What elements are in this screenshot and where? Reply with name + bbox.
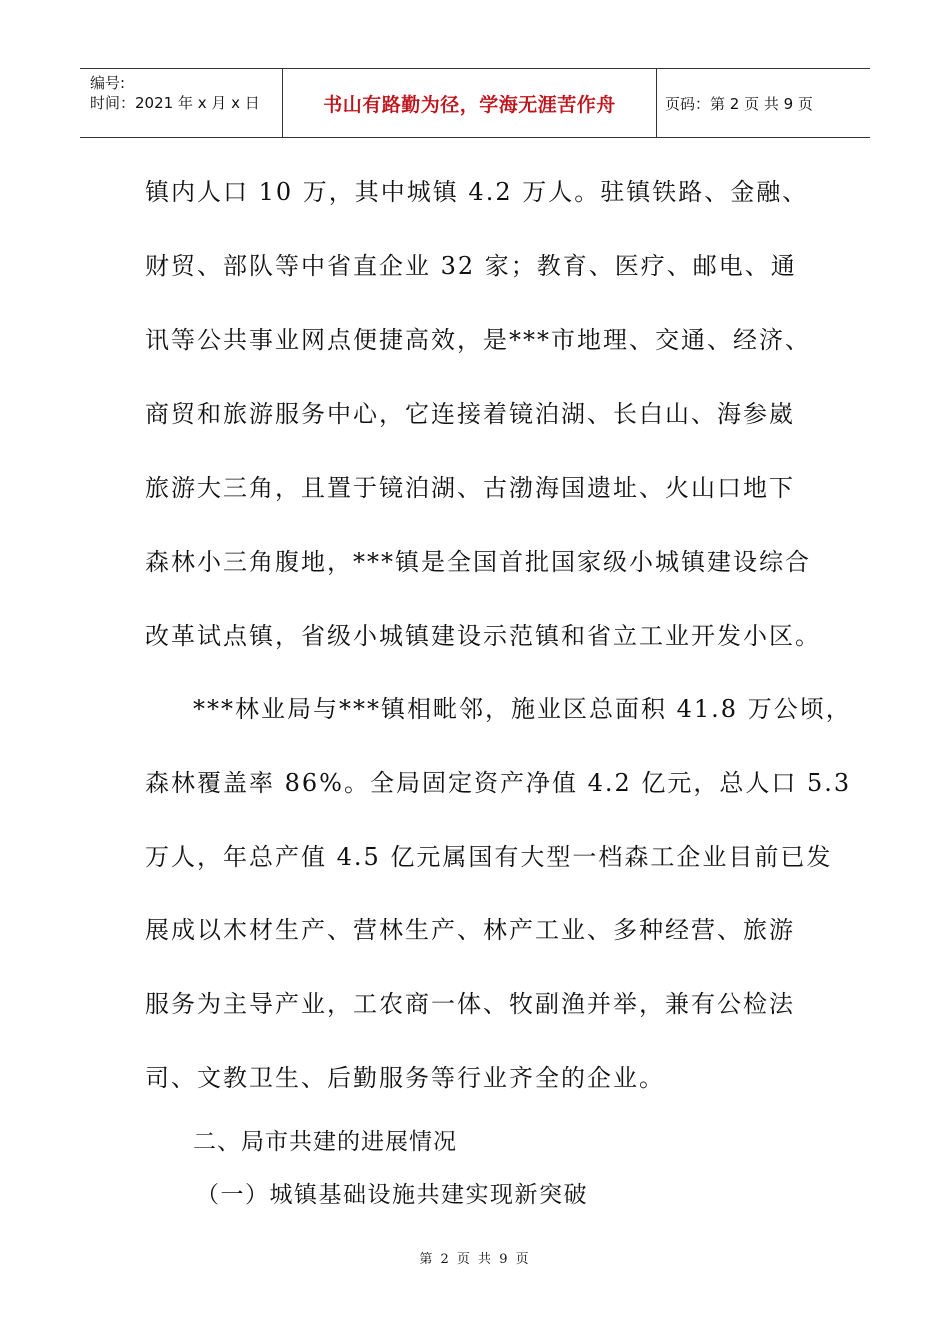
page-header — [80, 68, 870, 138]
page-footer: 第 2 页 共 9 页 — [419, 1252, 531, 1267]
body-line-9: 森林覆盖率 86%。全局固定资产净值 4.2 亿元，总人口 5.3 — [145, 769, 852, 797]
body-line-7: 改革试点镇，省级小城镇建设示范镇和省立工业开发小区。 — [145, 622, 821, 650]
body-line-5: 旅游大三角，且置于镜泊湖、古渤海国遗址、火山口地下 — [145, 474, 795, 502]
header-meta — [80, 69, 283, 137]
header-page-info: 页码：第 2 页 共 9 页 — [665, 94, 813, 113]
body-line-10: 万人，年总产值 4.5 亿元属国有大型一档森工企业目前已发 — [145, 843, 833, 871]
body-line-12: 服务为主导产业，工农商一体、牧副渔并举，兼有公检法 — [145, 990, 795, 1018]
document-number-label: 编号: — [90, 74, 126, 92]
body-line-3: 讯等公共事业网点便捷高效，是***市地理、交通、经济、 — [145, 326, 811, 354]
body-line-11: 展成以木材生产、营林生产、林产工业、多种经营、旅游 — [145, 916, 795, 944]
section-heading: 二、局市共建的进展情况 — [193, 1129, 457, 1155]
body-line-6: 森林小三角腹地，***镇是全国首批国家级小城镇建设综合 — [145, 548, 811, 576]
body-line-2: 财贸、部队等中省直企业 32 家；教育、医疗、邮电、通 — [145, 252, 797, 280]
document-time-label: 时间：2021 年 x 月 x 日 — [90, 94, 260, 112]
body-line-1: 镇内人口 10 万，其中城镇 4.2 万人。驻镇铁路、金融、 — [145, 178, 809, 206]
body-line-13: 司、文教卫生、后勤服务等行业齐全的企业。 — [145, 1064, 665, 1092]
body-line-4: 商贸和旅游服务中心，它连接着镜泊湖、长白山、海参崴 — [145, 400, 795, 428]
subsection-heading: （一）城镇基础设施共建实现新突破 — [196, 1182, 588, 1208]
body-line-8: ***林业局与***镇相毗邻，施业区总面积 41.8 万公顷， — [193, 695, 852, 723]
header-motto: 书山有路勤为径，学海无涯苦作舟 — [283, 69, 657, 137]
